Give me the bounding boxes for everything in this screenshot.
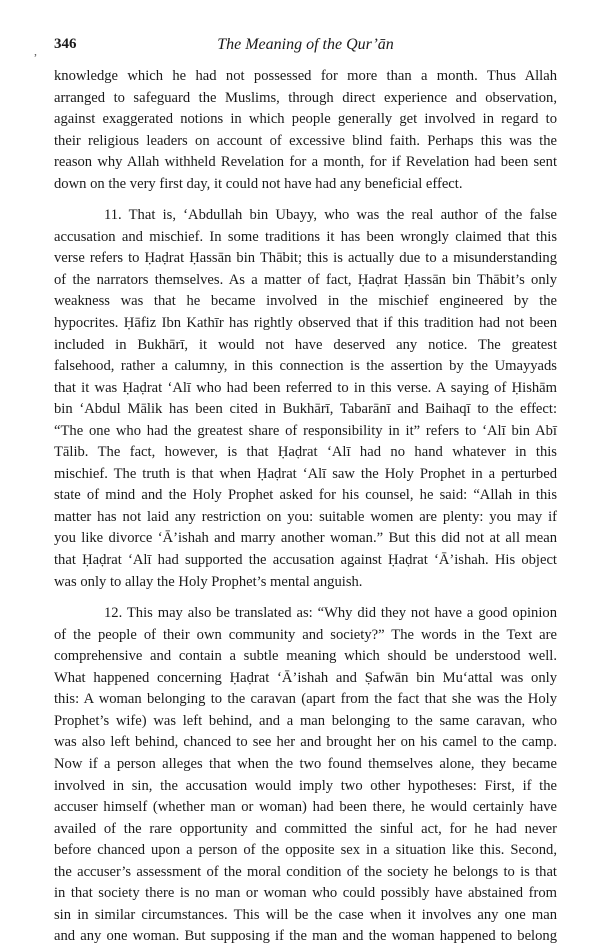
text-line: weakness was that he became involved in the mischief engineered by the: [54, 293, 557, 310]
text-line: down on the very first day, it could not have had any beneficial effect.: [54, 175, 463, 192]
text-line: was only to allay the Holy Prophet’s mental anguish.: [54, 573, 363, 590]
body-text: [54, 66, 557, 948]
text-line: “The one who had the greatest share of responsibility in it” refers to ‘Alī bin Abī: [54, 422, 557, 439]
scan-mark: ,: [34, 44, 37, 58]
text-line: falsehood, rather a calumny, in this connection is the assertion by the Umayyads: [54, 358, 557, 375]
text-line: state of mind and the Holy Prophet asked for his counsel, he said: “Allah in this: [54, 487, 557, 504]
text-line: verse refers to Ḥaḍrat Ḥassān bin Thābit; this is actually due to a misunderstanding: [54, 250, 557, 267]
text-line: of the people of their own community and society?” The words in the Text are: [54, 626, 557, 643]
text-line: reason why Allah withheld Revelation for a month, for if Revelation had been sent: [54, 154, 557, 171]
text-line: 12. This may also be translated as: “Why did they not have a good opinion: [104, 605, 557, 622]
text-line: included in Bukhārī, it would not have deserved any notice. The greatest: [54, 336, 557, 353]
text-line: their religious leaders on account of excessive blind faith. Perhaps this was the: [54, 132, 557, 149]
text-line: availed of the rare opportunity and committed the sinful act, for he had never: [54, 820, 557, 837]
text-line: of the narrators themselves. As a matter of fact, Ḥaḍrat Ḥassān bin Thābit’s only: [54, 271, 557, 288]
paragraph-note-11: [54, 205, 557, 593]
text-line: 11. That is, ‘Abdullah bin Ubayy, who was the real author of the false: [104, 207, 557, 224]
text-line: this: A woman belonging to the caravan (apart from the fact that she was the Holy: [54, 691, 557, 708]
text-line: in that society there is no man or woman who could possibly have abstained from: [54, 885, 557, 902]
text-line: arranged to safeguard the Muslims, through direct experience and observation,: [54, 89, 557, 106]
text-line: Now if a person alleges that when the two found themselves alone, they became: [54, 755, 557, 772]
text-line: comprehensive and contain a subtle meaning which should be understood well.: [54, 648, 557, 665]
text-line: What happened concerning Ḥaḍrat ‘Ā’ishah and Ṣafwān bin Mu‘attal was only: [54, 669, 557, 686]
text-line: that Ḥaḍrat ‘Alī had supported the accusation against Ḥaḍrat ‘Ā’ishah. His object: [54, 552, 557, 569]
text-line: matter has not laid any restriction on you: suitable women are plenty: you may if: [54, 508, 557, 525]
running-title: The Meaning of the Qur’ān: [217, 36, 394, 53]
text-line: accusation and mischief. In some traditions it has been wrongly claimed that this: [54, 228, 557, 245]
text-line: and any one woman. But supposing if the man and the woman happened to belong: [54, 928, 557, 945]
text-line: sin in similar circumstances. This will be the case when it involves any one man: [54, 906, 557, 923]
text-line: was also left behind, chanced to see her and brought her on his camel to the camp.: [54, 734, 557, 751]
page-header: [34, 36, 557, 58]
text-line: Tālib. The fact, however, is that Ḥaḍrat ‘Alī had no hand whatever in this: [54, 444, 557, 461]
text-line: bin ‘Abdul Mālik has been cited in Bukhārī, Tabarānī and Baihaqī to the effect:: [54, 401, 557, 418]
text-line: against exaggerated notions in which people generally get involved in regard to: [54, 111, 557, 128]
text-line: knowledge which he had not possessed for more than a month. Thus Allah: [54, 68, 557, 84]
page-number: 346: [54, 36, 77, 52]
text-line: mischief. The truth is that when Ḥaḍrat ‘Alī saw the Holy Prophet in a perturbed: [54, 465, 557, 482]
text-line: accuser himself (whether man or woman) had been there, he would certainly have: [54, 799, 557, 816]
text-line: hypocrites. Ḥāfiz Ibn Kathīr has rightly observed that if this tradition had not been: [54, 315, 557, 332]
text-line: involved in sin, the accusation would imply two other hypotheses: First, if the: [54, 777, 557, 794]
paragraph-continuation: [54, 66, 557, 195]
text-line: you like divorce ‘Ā’ishah and marry another woman.” But this did not at all mean: [54, 530, 557, 547]
paragraph-note-12: [54, 603, 557, 948]
text-line: before chanced upon a person of the opposite sex in a situation like this. Second,: [54, 842, 557, 859]
text-line: Prophet’s wife) was left behind, and a man belonging to the same caravan, who: [54, 712, 557, 729]
text-line: that it was Ḥaḍrat ‘Alī who had been referred to in this verse. A saying of Ḥishām: [54, 379, 557, 396]
text-line: the accuser’s assessment of the moral condition of the society he belongs to is that: [54, 863, 557, 880]
